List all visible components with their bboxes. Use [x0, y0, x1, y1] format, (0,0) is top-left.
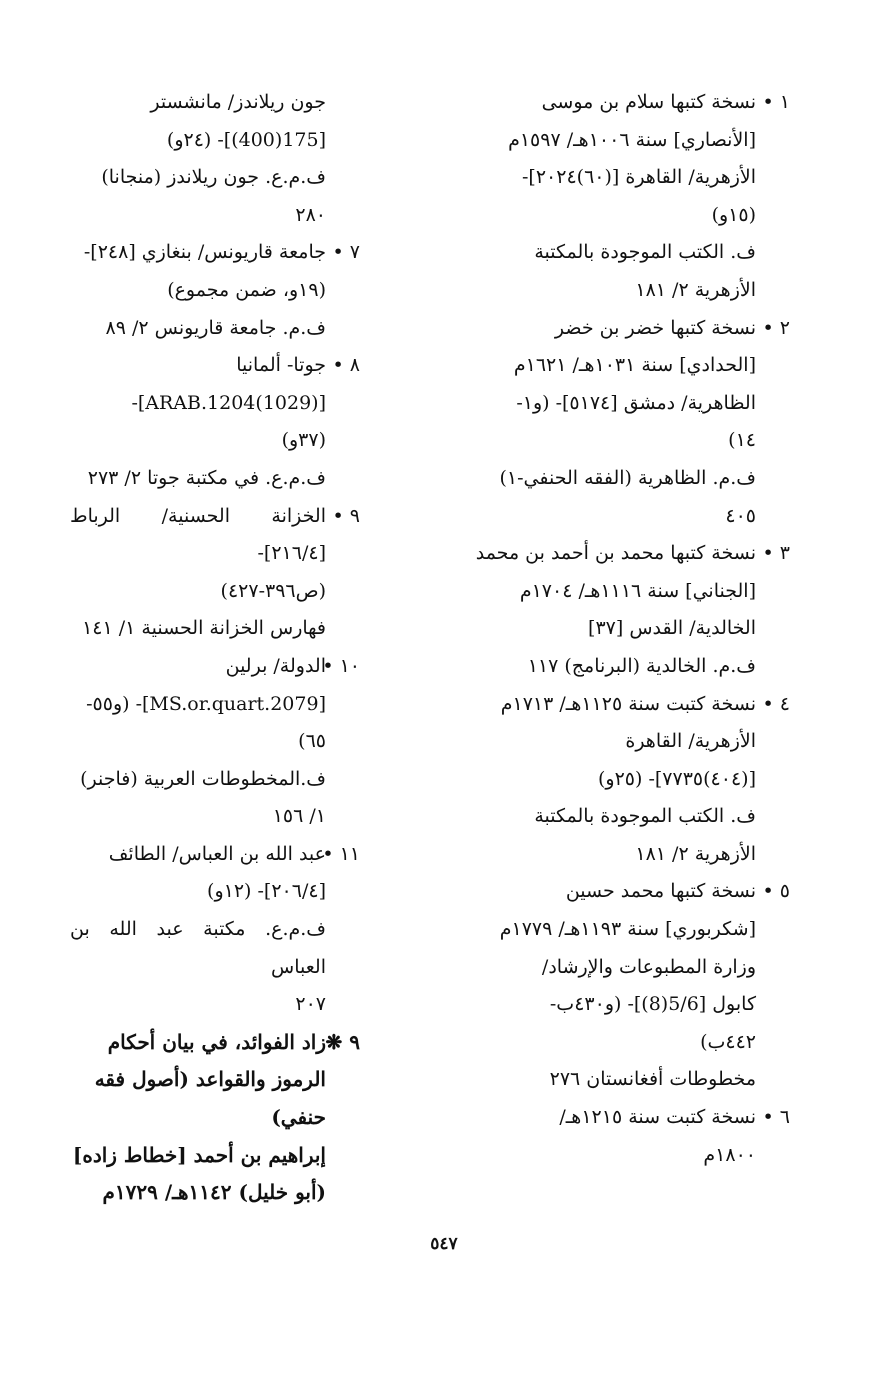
- entry-line: نسخة كتبها سلام بن موسى: [541, 91, 756, 113]
- entry-line: الخالدية/ القدس [٣٧]: [588, 617, 756, 640]
- entry-line: [شكربوري] سنة ١١٩٣هـ/ ١٧٧٩م: [499, 918, 756, 941]
- entry-number: ٥ •: [762, 880, 790, 903]
- manuscript-entry-11: [70, 836, 360, 1024]
- entry-line: (٣٧و): [281, 429, 326, 452]
- entry-line: ٤٤٢ب): [700, 1030, 756, 1053]
- entry-line: نسخة كتبت سنة ١٢١٥هـ/: [559, 1106, 756, 1129]
- entry-line: نسخة كتبها خضر بن خضر: [554, 316, 756, 339]
- entry-line: الأزهرية/ القاهرة [(٦٠)٢٠٢٤]-: [521, 166, 756, 189]
- entry-number: ٧ •: [332, 241, 360, 264]
- entry-line: جامعة قاريونس/ بنغازي [٢٤٨]-: [83, 241, 326, 264]
- catalog-reference: الأزهرية ٢/ ١٨١: [635, 278, 756, 301]
- book-title-line: حنفي): [271, 1105, 326, 1130]
- manuscript-entry-6: [460, 1099, 790, 1174]
- entry-line: نسخة كتبها محمد حسين: [565, 880, 756, 903]
- entry-line: (١٩و، ضمن مجموع): [167, 278, 326, 301]
- manuscript-entry-2: [460, 310, 790, 536]
- catalog-reference: ف.م.ع. مكتبة عبد الله بن العباس: [70, 918, 326, 978]
- entry-line: الظاهرية/ دمشق [٥١٧٤]- (و١-: [516, 391, 756, 414]
- entry-line: ٦٥): [298, 730, 326, 753]
- manuscript-entry-4: [460, 686, 790, 874]
- entry-line: ١٤): [728, 429, 756, 452]
- manuscript-entry-3: [460, 535, 790, 685]
- catalog-reference: ٢٠٧: [295, 993, 326, 1016]
- entry-number: ٣ •: [762, 542, 790, 565]
- catalog-reference: ف. الكتب الموجودة بالمكتبة: [534, 241, 756, 264]
- entry-line: جون ريلاندز/ مانشستر: [150, 91, 326, 113]
- catalog-reference: ١/ ١٥٦: [272, 805, 326, 828]
- entry-line: [الجناني] سنة ١١١٦هـ/ ١٧٠٤م: [519, 579, 756, 602]
- entry-line: [٢٠٦/٤]- (١٢و): [207, 880, 326, 903]
- manuscript-entry-5: [460, 873, 790, 1099]
- left-column: [70, 84, 360, 1212]
- entry-line: ١٨٠٠م: [703, 1143, 756, 1166]
- entry-line: الخزانة الحسنية/ الرباط [٢١٦/٤]-: [70, 504, 326, 565]
- entry-line: [175(400)]- (٢٤و): [166, 128, 326, 151]
- manuscript-entry-7: [70, 234, 360, 347]
- catalog-reference: ف.م.ع. في مكتبة جوتا ٢/ ٢٧٣: [87, 466, 326, 489]
- entry-line: كابول [5/6(8)]- (و٤٣٠ب-: [549, 993, 756, 1016]
- author-line: إبراهيم بن أحمد [خطاط زاده]: [72, 1142, 326, 1167]
- entry-line: الدولة/ برلين: [225, 654, 326, 677]
- entry-line: [MS.or.quart.2079]- (و٥٥-: [86, 692, 326, 715]
- entry-number: ٩ •: [332, 504, 360, 527]
- catalog-reference: ف. الكتب الموجودة بالمكتبة: [534, 805, 756, 828]
- manuscript-entry-9: [70, 498, 360, 648]
- entry-line: [الحدادي] سنة ١٠٣١هـ/ ١٦٢١م: [513, 354, 756, 377]
- manuscript-entry-6-continued: [70, 84, 360, 234]
- book-title-line: الرموز والقواعد (أصول فقه: [94, 1067, 326, 1092]
- entry-number: ٤ •: [762, 692, 790, 715]
- catalog-reference: ف.م. جامعة قاريونس ٢/ ٨٩: [105, 316, 326, 339]
- catalog-reference: الأزهرية ٢/ ١٨١: [635, 842, 756, 865]
- entry-line: (١٥و): [711, 203, 756, 226]
- entry-number: ١١ •: [322, 842, 360, 865]
- catalog-reference: ف.المخطوطات العربية (فاجنر): [80, 767, 326, 790]
- entry-line: الأزهرية/ القاهرة: [625, 730, 756, 753]
- catalog-reference: مخطوطات أفغانستان ٢٧٦: [549, 1068, 756, 1091]
- manuscript-entry-10: [70, 648, 360, 836]
- entry-line: نسخة كتبت سنة ١١٢٥هـ/ ١٧١٣م: [500, 692, 756, 715]
- entry-number: ١٠ •: [322, 654, 360, 677]
- book-title-entry: [70, 1024, 360, 1212]
- catalog-reference: ف.م. الخالدية (البرنامج) ١١٧: [527, 654, 756, 677]
- author-line: (أبو خليل) ١١٤٢هـ/ ١٧٢٩م: [102, 1180, 326, 1205]
- entry-line: [الأنصاري] سنة ١٠٠٦هـ/ ١٥٩٧م: [508, 128, 756, 151]
- entry-line: عبد الله بن العباس/ الطائف: [108, 842, 326, 865]
- entry-number: ٢ •: [762, 316, 790, 339]
- entry-number: ٩ ❋: [325, 1029, 360, 1054]
- catalog-reference: ف.م. الظاهرية (الفقه الحنفي-١): [499, 466, 756, 489]
- entry-line: وزارة المطبوعات والإرشاد/: [541, 955, 756, 978]
- catalog-reference: ف.م.ع. جون ريلاندز (منجانا): [101, 166, 326, 189]
- manuscript-entry-1: [460, 84, 790, 310]
- manuscript-entry-8: [70, 347, 360, 497]
- entry-line: (ص٣٩٦-٤٢٧): [220, 579, 326, 602]
- entry-line: جوتا- ألمانيا: [236, 354, 326, 377]
- entry-line: [(1029)ARAB.1204]-: [131, 391, 326, 414]
- entry-number: ٨ •: [332, 354, 360, 377]
- entry-number: ٦ •: [762, 1106, 790, 1129]
- entry-number: ١ •: [762, 91, 790, 113]
- catalog-reference: ٢٨٠: [295, 203, 326, 226]
- catalog-reference: فهارس الخزانة الحسنية ١/ ١٤١: [82, 617, 326, 640]
- entry-line: [(٤٠٤)٧٧٣٥]- (٢٥و): [597, 767, 756, 790]
- page-number: ٥٤٧: [430, 1234, 458, 1254]
- right-column: [460, 84, 790, 1174]
- book-title-line: زاد الفوائد، في بيان أحكام: [107, 1029, 326, 1054]
- entry-line: نسخة كتبها محمد بن أحمد بن محمد: [475, 542, 756, 565]
- catalog-reference: ٤٠٥: [725, 504, 756, 527]
